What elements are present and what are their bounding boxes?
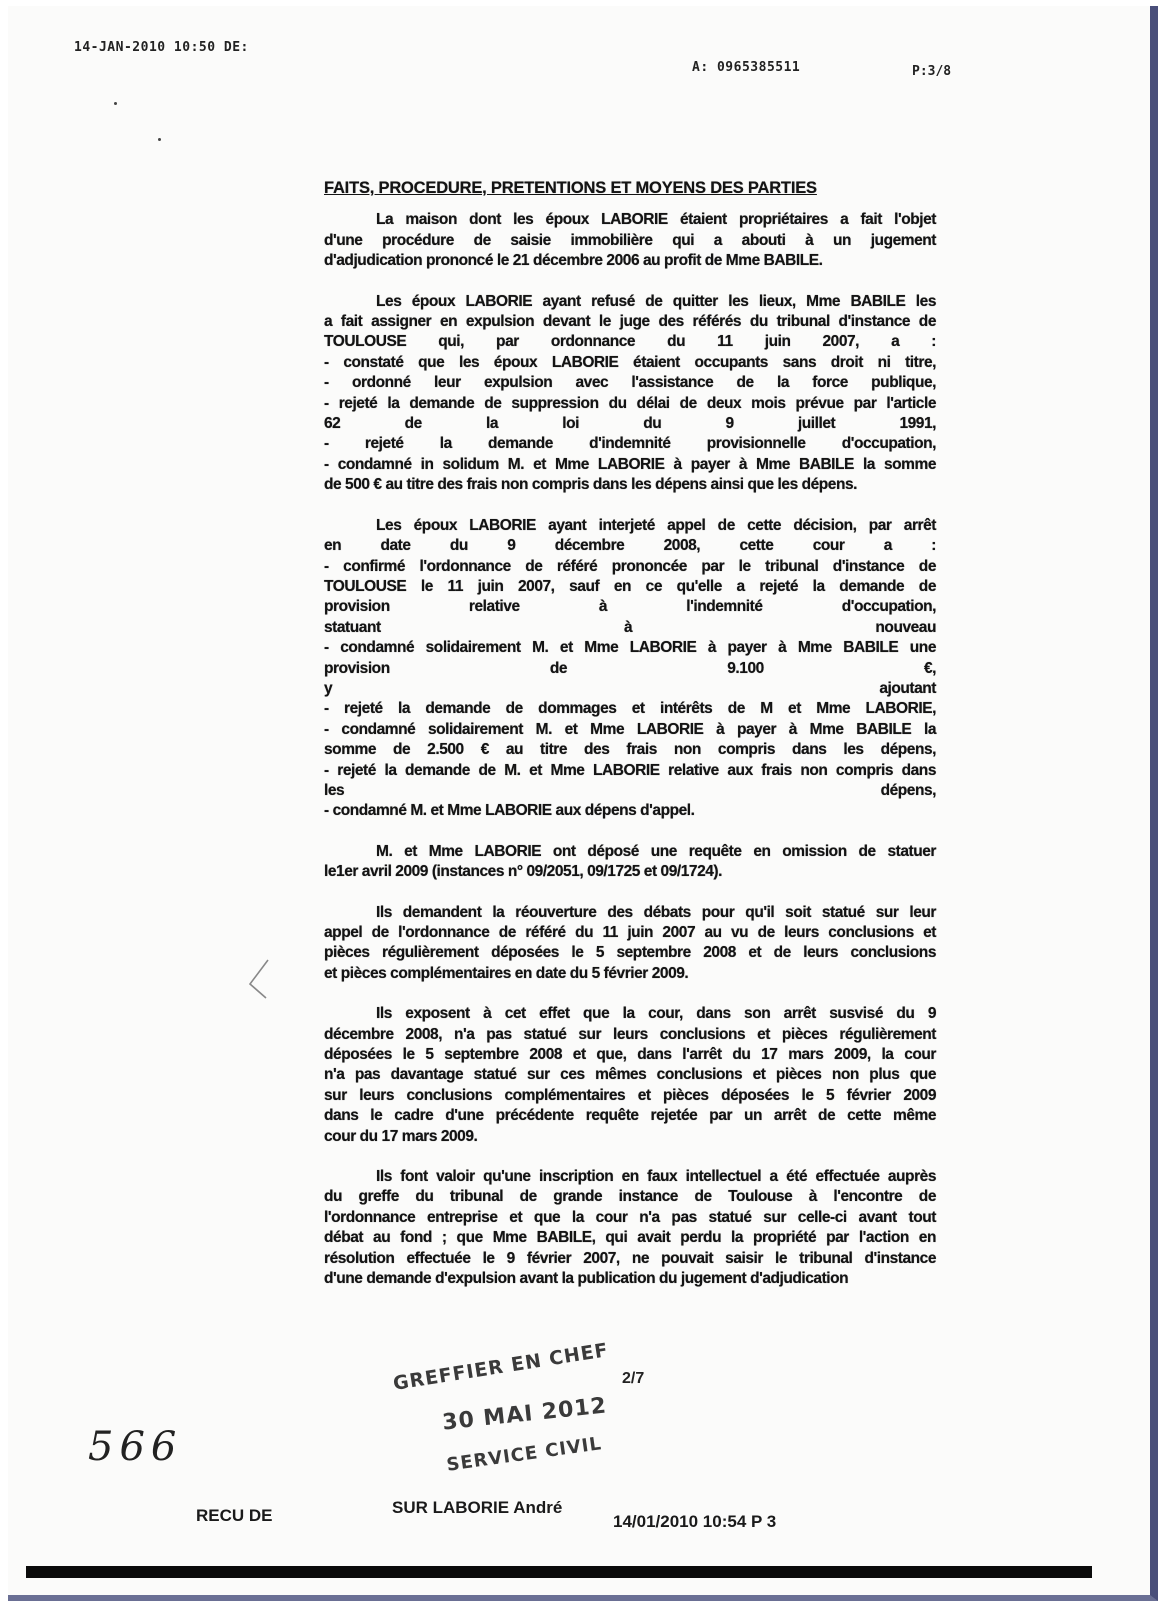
text-line: résolution effectuée le 9 février 2007, ne pouvait saisir le tribunal d'instance xyxy=(324,1249,936,1267)
text-line: Ils demandent la réouverture des débats pour qu'il soit statué sur leur xyxy=(376,903,936,921)
scan-speck xyxy=(158,138,161,141)
text-line: déposées le 5 septembre 2008 et que, dans l'arrêt du 17 mars 2009, la cour xyxy=(324,1046,936,1064)
text-line: et pièces complémentaires en date du 5 février 2009. xyxy=(324,964,689,982)
text-line: - condamné solidairement M. et Mme LABORIE à payer à Mme BABILE la xyxy=(324,720,936,738)
footer-received-from: RECU DE xyxy=(196,1506,273,1525)
document-body xyxy=(324,178,936,1310)
text-line: provision relative à l'indemnité d'occupation, xyxy=(324,598,936,616)
text-line: sur leurs conclusions complémentaires et pièces déposées le 5 février 2009 xyxy=(324,1086,936,1104)
text-line: d'une demande d'expulsion avant la publication du jugement d'adjudication xyxy=(324,1270,849,1288)
paragraph xyxy=(324,516,936,822)
text-line: - rejeté la demande de M. et Mme LABORIE relative aux frais non compris dans xyxy=(324,761,936,779)
section-title: FAITS, PROCEDURE, PRETENTIONS ET MOYENS DES PARTIES xyxy=(324,179,817,197)
text-line: Ils exposent à cet effet que la cour, dans son arrêt susvisé du 9 xyxy=(376,1005,936,1023)
text-line: - rejeté la demande d'indemnité provisionnelle d'occupation, xyxy=(324,435,936,453)
text-line: - condamné solidairement M. et Mme LABORIE à payer à Mme BABILE une xyxy=(324,639,936,657)
text-line: - rejeté la demande de dommages et intérêts de M et Mme LABORIE, xyxy=(324,700,936,718)
text-line: La maison dont les époux LABORIE étaient propriétaires a fait l'objet xyxy=(376,211,936,229)
text-line: provision de 9.100 €, xyxy=(324,659,936,677)
text-line: - condamné in solidum M. et Mme LABORIE à payer à Mme BABILE la somme xyxy=(324,455,936,473)
text-line: décembre 2008, n'a pas statué sur leurs conclusions et pièces régulièrement xyxy=(324,1025,936,1043)
text-line: débat au fond ; que Mme BABILE, qui avait perdu la propriété par l'action en xyxy=(324,1229,936,1247)
text-line: - constaté que les époux LABORIE étaient occupants sans droit ni titre, xyxy=(324,353,936,371)
text-line: Ils font valoir qu'une inscription en faux intellectuel a été effectuée auprès xyxy=(376,1168,936,1186)
fax-header-recipient: A: 0965385511 xyxy=(692,60,801,75)
stamp-line-date: 30 MAI 2012 xyxy=(441,1393,609,1436)
text-line: somme de 2.500 € au titre des frais non compris dans les dépens, xyxy=(324,741,936,759)
footer-timestamp: 14/01/2010 10:54 P 3 xyxy=(613,1512,777,1531)
text-line: - condamné M. et Mme LABORIE aux dépens d'appel. xyxy=(324,802,695,820)
text-line: pièces régulièrement déposées le 5 septembre 2008 et de leurs conclusions xyxy=(324,944,936,962)
document-page xyxy=(8,6,1158,1601)
paragraph xyxy=(324,903,936,985)
paragraph-list xyxy=(324,210,936,1289)
text-line: l'ordonnance entreprise et que la cour n'a pas statué sur celle-ci avant tout xyxy=(324,1208,936,1226)
fax-footer xyxy=(8,1498,1150,1538)
text-line: de 500 € au titre des frais non compris dans les dépens ainsi que les dépens. xyxy=(324,476,858,494)
text-line: d'adjudication prononcé le 21 décembre 2006 au profit de Mme BABILE. xyxy=(324,252,823,270)
text-line: statuant à nouveau xyxy=(324,618,936,636)
text-line: - ordonné leur expulsion avec l'assistance de la force publique, xyxy=(324,374,936,392)
paragraph xyxy=(324,292,936,496)
text-line: d'une procédure de saisie immobilière qui a abouti à un jugement xyxy=(324,231,936,249)
text-line: du greffe du tribunal de grande instance de Toulouse à l'encontre de xyxy=(324,1188,936,1206)
text-line: Les époux LABORIE ayant refusé de quitter les lieux, Mme BABILE les xyxy=(376,292,936,310)
text-line: appel de l'ordonnance de référé du 11 juin 2007 au vu de leurs conclusions et xyxy=(324,924,936,941)
stamp-line-service: SERVICE CIVIL xyxy=(445,1433,604,1476)
paragraph xyxy=(324,842,936,883)
paragraph xyxy=(324,1004,936,1147)
paragraph xyxy=(324,1167,936,1289)
fax-header xyxy=(8,34,1150,79)
text-line: en date du 9 décembre 2008, cette cour a : xyxy=(324,537,936,555)
text-line: les dépens, xyxy=(324,781,936,799)
footer-sender: SUR LABORIE André xyxy=(392,1498,563,1517)
scan-speck xyxy=(114,102,117,105)
court-stamp xyxy=(384,1339,624,1476)
paragraph xyxy=(324,210,936,271)
text-line: - rejeté la demande de suppression du délai de deux mois prévue par l'article xyxy=(324,394,936,412)
scan-bottom-edge xyxy=(26,1566,1092,1578)
page-number: 2/7 xyxy=(622,1370,645,1387)
text-line: dans le cadre d'une précédente requête rejetée par un arrêt de cette même xyxy=(324,1107,936,1125)
text-line: - confirmé l'ordonnance de référé prononcée par le tribunal d'instance de xyxy=(324,557,936,575)
text-line: n'a pas davantage statué sur ces mêmes conclusions et pièces non plus que xyxy=(324,1066,936,1084)
fax-header-left: 14-JAN-2010 10:50 DE: xyxy=(74,40,249,55)
text-line: a fait assigner en expulsion devant le juge des référés du tribunal d'instance de xyxy=(324,313,936,331)
text-line: Les époux LABORIE ayant interjeté appel de cette décision, par arrêt xyxy=(376,516,936,534)
handwritten-number: 566 xyxy=(88,1424,183,1470)
text-line: M. et Mme LABORIE ont déposé une requête en omission de statuer xyxy=(376,842,936,860)
handwritten-tick-mark xyxy=(242,958,272,1002)
text-line: TOULOUSE qui, par ordonnance du 11 juin 2007, a : xyxy=(324,333,936,351)
fax-header-page: P:3/8 xyxy=(912,64,952,79)
text-line: y ajoutant xyxy=(324,679,936,697)
text-line: 62 de la loi du 9 juillet 1991, xyxy=(324,415,936,433)
text-line: cour du 17 mars 2009. xyxy=(324,1127,478,1145)
stamp-line-greffier: GREFFIER EN CHEF xyxy=(391,1339,611,1395)
text-line: TOULOUSE le 11 juin 2007, sauf en ce qu'elle a rejeté la demande de xyxy=(324,577,936,595)
text-line: le1er avril 2009 (instances n° 09/2051, 09/1725 et 09/1724). xyxy=(324,863,722,881)
